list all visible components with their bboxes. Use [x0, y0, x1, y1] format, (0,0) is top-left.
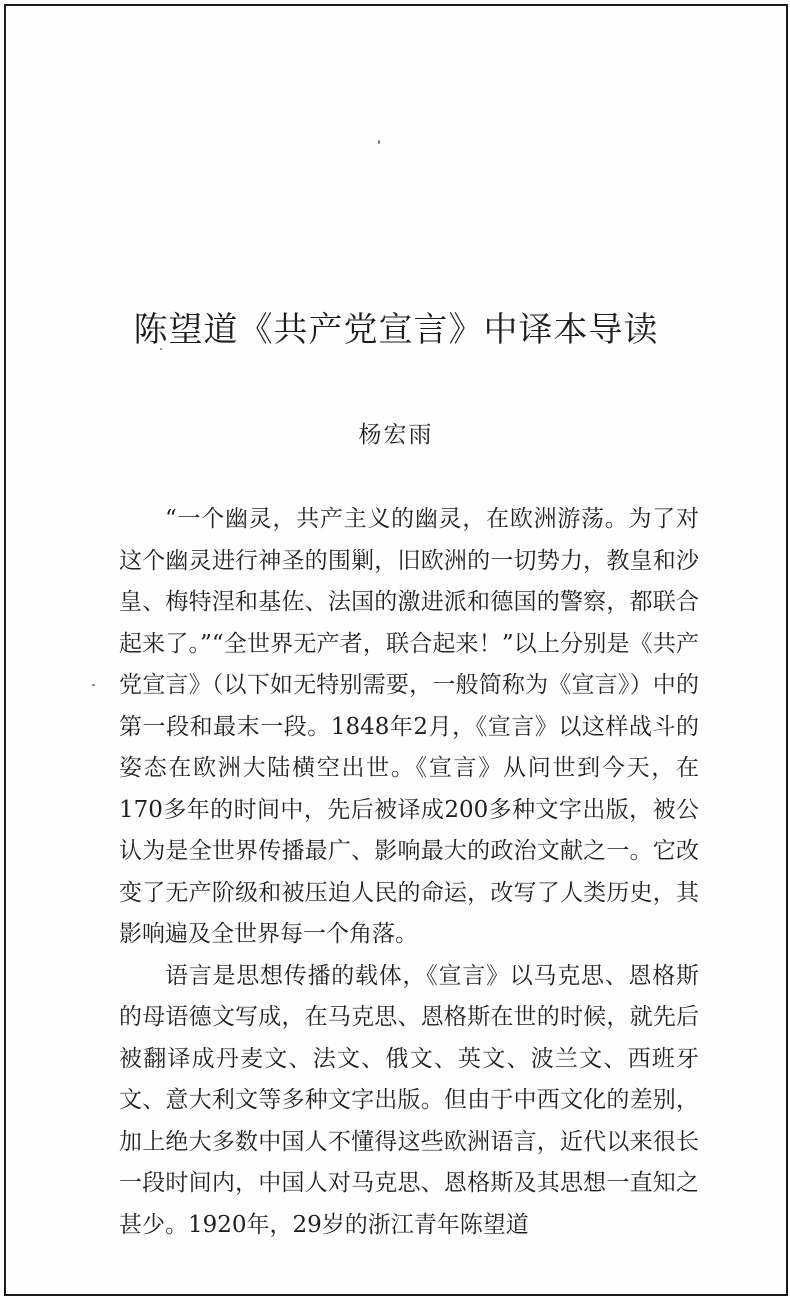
- body-text: [119, 499, 699, 1246]
- author-name: 杨宏雨: [358, 422, 434, 448]
- paragraph-2: 语言是思想传播的载体，《宣言》以马克思、恩格斯的母语德文写成，在马克思、恩格斯在世的时候，就先后被翻译成丹麦文、法文、俄文、英文、波兰文、西班牙文、意大利文等多种文字出版。但由于中西文化的差别，加上绝大多数中国人不懂得这些欧洲语言，近代以来很长一段时间内，中国人对马克思、恩格斯及其思想一直知之甚少。1920年，29岁的浙江青年陈望道: [119, 962, 699, 1238]
- page-title: 陈望道《共产党宣言》中译本导读: [133, 310, 659, 350]
- scan-speck: [92, 684, 95, 686]
- page-frame: [4, 4, 788, 1296]
- scan-speck: [378, 140, 380, 144]
- paragraph-1: “一个幽灵，共产主义的幽灵，在欧洲游荡。为了对这个幽灵进行神圣的围剿，旧欧洲的一切势力，教皇和沙皇、梅特涅和基佐、法国的激进派和德国的警察，都联合起来了。”“全世界无产者，联合起来！”以上分别是《共产党宣言》（以下如无特别需要，一般简称为《宣言》）中的第一段和最末一段。1848年2月，《宣言》以这样战斗的姿态在欧洲大陆横空出世。《宣言》从问世到今天，在170多年的时间中，先后被译成200多种文字出版，被公认为是全世界传播最广、影响最大的政治文献之一。它改变了无产阶级和被压迫人民的命运，改写了人类历史，其影响遍及全世界每一个角落。: [119, 506, 699, 947]
